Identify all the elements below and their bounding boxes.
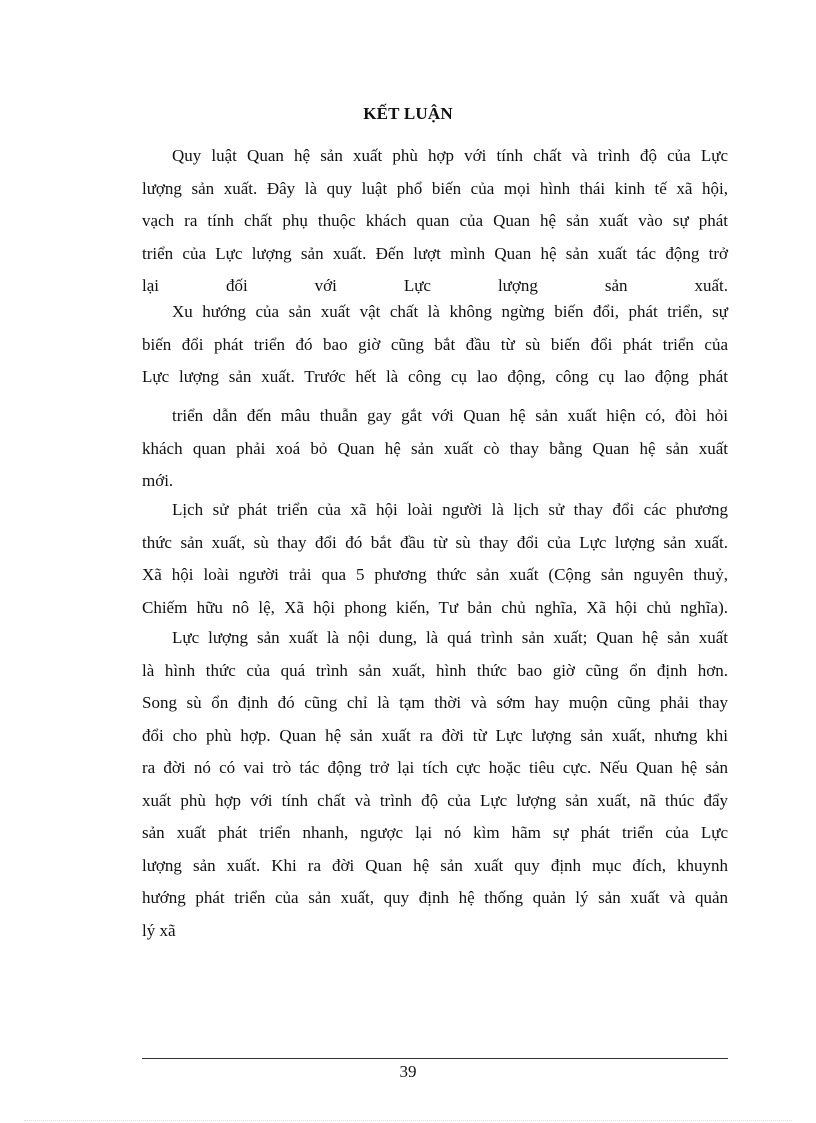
paragraph-5: [142, 622, 728, 947]
paragraph-line: Lực lượng sản xuất là nội dung, là quá trình sản xuất; Quan hệ sản xuất: [172, 628, 728, 647]
paragraph-line: hướng phát triển của sản xuất, quy định hệ thống quản lý sản xuất và quản: [142, 888, 728, 907]
paragraph-line: Chiếm hữu nô lệ, Xã hội phong kiến, Tư bản chủ nghĩa, Xã hội chủ nghĩa).: [142, 597, 728, 617]
paragraph-line: biến đổi phát triển đó bao giờ cũng bắt đầu từ sù biến đổi phát triển của: [142, 334, 728, 354]
paragraph-line: Xu hướng của sản xuất vật chất là không ngừng biến đổi, phát triển, sự: [172, 302, 728, 321]
section-title: KẾT LUẬN: [363, 104, 453, 123]
paragraph-1: [142, 140, 728, 303]
paragraph-line: ra đời nó có vai trò tác động trở lại tích cực hoặc tiêu cực. Nếu Quan hệ sản: [142, 758, 728, 777]
paragraph-2: [142, 296, 728, 394]
paragraph-line: mới.: [142, 471, 174, 490]
paragraph-line: lượng sản xuất. Khi ra đời Quan hệ sản xuất quy định mục đích, khuynh: [142, 855, 728, 875]
footer-divider: [142, 1058, 728, 1059]
paragraph-line: Song sù ổn định đó cũng chỉ là tạm thời và sớm hay muộn cũng phải thay: [142, 693, 728, 712]
paragraph-line: đổi cho phù hợp. Quan hệ sản xuất ra đời từ Lực lượng sản xuất, nhưng khi: [142, 725, 728, 745]
paragraph-3: [142, 400, 728, 498]
paragraph-line: xuất phù hợp với tính chất và trình độ của Lực lượng sản xuất, nã thúc đẩy: [142, 790, 728, 810]
page-number: 39: [399, 1062, 417, 1081]
paragraph-line: triển của Lực lượng sản xuất. Đến lượt mình Quan hệ sản xuất tác động trở: [142, 243, 728, 263]
paragraph-line: lượng sản xuất. Đây là quy luật phổ biến của mọi hình thái kinh tế xã hội,: [142, 178, 728, 198]
paragraph-line: thức sản xuất, sù thay đổi đó bắt đầu từ sù thay đổi của Lực lượng sản xuất.: [142, 532, 728, 552]
paragraph-line: Xã hội loài người trải qua 5 phương thức sản xuất (Cộng sản nguyên thuỷ,: [142, 565, 728, 584]
page-bottom-border: [24, 1120, 792, 1121]
paragraph-line: là hình thức của quá trình sản xuất, hình thức bao giờ cũng ổn định hơn.: [142, 660, 728, 680]
paragraph-line: Lực lượng sản xuất. Trước hết là công cụ lao động, công cụ lao động phát: [142, 367, 728, 386]
paragraph-line: Quy luật Quan hệ sản xuất phù hợp với tính chất và trình độ của Lực: [172, 146, 728, 165]
paragraph-line: Lịch sử phát triển của xã hội loài người là lịch sử thay đổi các phương: [172, 500, 728, 519]
paragraph-line: lại đối với Lực lượng sản xuất.: [142, 276, 728, 295]
paragraph-line: triển dẫn đến mâu thuẫn gay gắt với Quan hệ sản xuất hiện có, đòi hỏi: [172, 406, 728, 425]
paragraph-line: vạch ra tính chất phụ thuộc khách quan của Quan hệ sản xuất vào sự phát: [142, 211, 728, 230]
paragraph-line: sản xuất phát triển nhanh, ngược lại nó kìm hãm sự phát triển của Lực: [142, 823, 728, 842]
paragraph-line: lý xã: [142, 920, 176, 940]
paragraph-4: [142, 494, 728, 624]
paragraph-line: khách quan phải xoá bỏ Quan hệ sản xuất cò thay bằng Quan hệ sản xuất: [142, 438, 728, 458]
